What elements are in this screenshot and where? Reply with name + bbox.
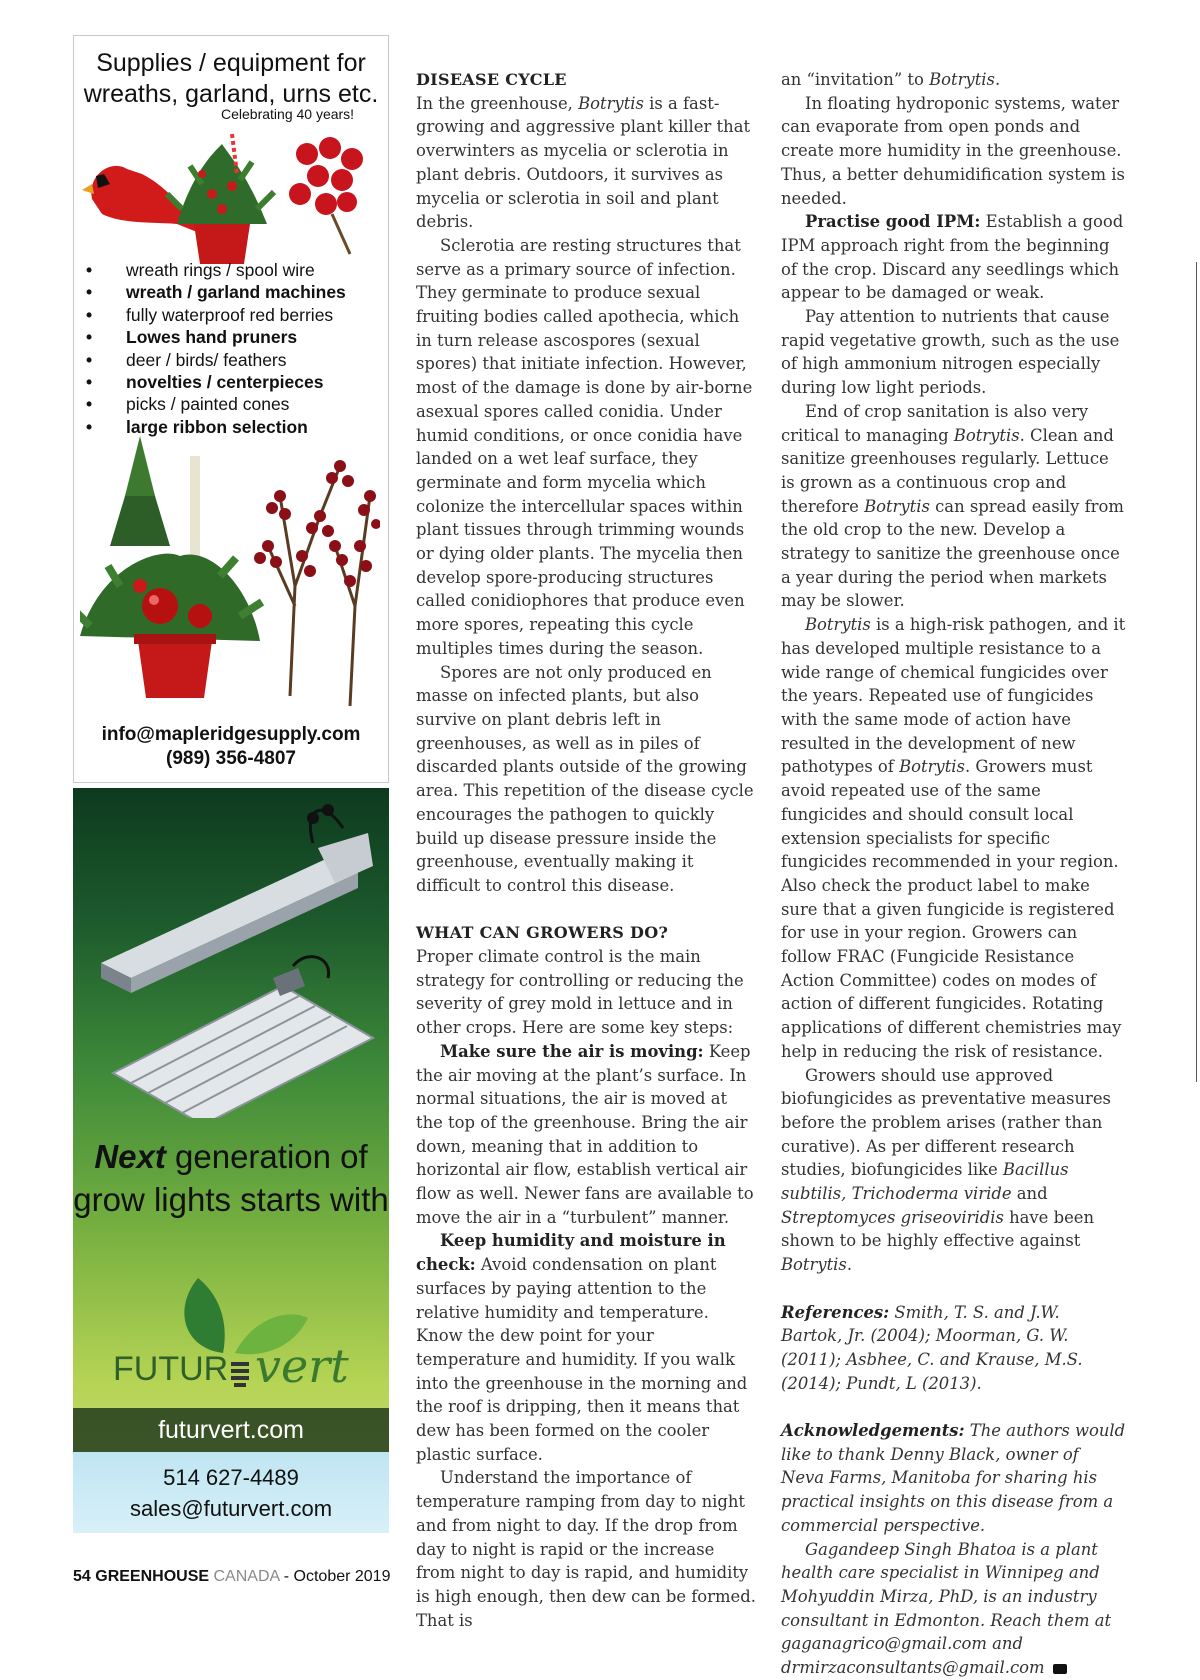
magazine-name-bold: GREENHOUSE: [95, 1568, 210, 1585]
body-paragraph: In the greenhouse, Botrytis is a fast-growing and aggressive plant killer that overwinters as mycelia or sclerotia in plant debris. Outdoors, it survives as mycelia or sclerotia in soil and plant debris.: [416, 93, 751, 232]
ad1-product-item: • large ribbon selection: [86, 416, 346, 438]
body-paragraph: Botrytis is a high-risk pathogen, and it has developed multiple resistance to a wide range of chemical fungicides over the years. Repeated use of fungicides with the same mode of action have resulted in the development of new pathotypes of Botrytis. Growers must avoid repeated use of the same fungicides and should consult local extension specialists for specific fungicides recommended in your region. Also check the product label to make sure that a given fungicide is registered for use in your region. Growers can follow FRAC (Fungicide Resistance Action Committee) codes on modes of action of different fungicides. Rotating applications of different chemistries may help in reducing the risk of resistance.: [781, 615, 1126, 1061]
paragraph-spacer: [781, 1395, 1126, 1419]
body-paragraph: Practise good IPM: Establish a good IPM approach right from the beginning of the crop. Discard any seedlings which appear to be damaged or weak.: [781, 212, 1124, 303]
references: References: Smith, T. S. and J.W. Bartok, Jr. (2004); Moorman, G. W. (2011); Asbhee, C. and Krause, M.S. (2014); Pundt, L (2013).: [781, 1302, 1083, 1393]
body-paragraph: Growers should use approved biofungicides as preventative measures before the problem arises (rather than curative). As per different research studies, biofungicides like Bacillus subtilis, Trichoderma viride and Streptomyces griseoviridis have been shown to be highly effective against Botrytis.: [781, 1065, 1111, 1275]
run-in-heading: Practise good IPM:: [805, 212, 981, 232]
acknowledgements: Acknowledgements: The authors would like to thank Denny Black, owner of Neva Farms, Manitoba for sharing his practical insights on this disease from a commercial perspective.: [781, 1421, 1126, 1535]
ad1-product-item: • wreath / garland machines: [86, 281, 346, 303]
section-heading: WHAT CAN GROWERS DO?: [416, 923, 669, 943]
magazine-name-light: CANADA: [213, 1568, 280, 1585]
author-bio: Gagandeep Singh Bhatoa is a plant health care specialist in Winnipeg and Mohyuddin Mirza, PhD, is an industry consultant in Edmonton. Reach them at gaganagrico@gmail.com and drmirzaconsultants@gmail.com GC: [781, 1539, 1112, 1678]
ad2-headline: [73, 1135, 389, 1221]
run-in-heading: Keep humidity and moisture in check:: [416, 1231, 726, 1275]
italic-term: Botrytis: [805, 615, 871, 635]
ad1-email: info@mapleridgesupply.com: [101, 724, 361, 745]
article-column-right: [781, 68, 1126, 1680]
italic-term: Botrytis: [929, 70, 995, 89]
label: References:: [781, 1302, 890, 1322]
ad-futurvert: [73, 788, 389, 1533]
end-mark-icon: GC: [1053, 1664, 1067, 1674]
cardinal-planter-illustration: [82, 114, 382, 264]
ad2-contact: [73, 1452, 389, 1533]
grow-lights-illustration: [73, 788, 389, 1118]
ad2-headline-rest: generation of grow lights starts with: [73, 1138, 389, 1218]
page-edge-rule: [1196, 262, 1197, 1082]
italic-term: Botrytis: [781, 1255, 847, 1275]
body-paragraph: Understand the importance of temperature ramping from day to night and from night to day. If the drop from day to night is rapid or the increase from night to day is rapid, and humidity is high enough, then dew can be formed. That is: [416, 1468, 756, 1630]
ad1-phone: (989) 356-4807: [166, 748, 296, 769]
logo-vert-text: vert: [255, 1339, 349, 1393]
italic-term: Streptomyces griseoviridis: [781, 1207, 1004, 1227]
page-footer: [73, 1568, 390, 1586]
body-paragraph: Pay attention to nutrients that cause rapid vegetative growth, such as the use of high ammonium nitrogen especially during low light periods.: [781, 307, 1120, 398]
ad1-product-item: • wreath rings / spool wire: [86, 259, 346, 281]
body-paragraph: an “invitation” to Botrytis.: [781, 70, 1001, 89]
logo-futur-text: FUTUR: [113, 1350, 229, 1388]
ad2-phone: 514 627-4489: [163, 1465, 299, 1490]
body-paragraph: Proper climate control is the main strategy for controlling or reducing the severity of grey mold in lettuce and in other crops. Here are some key steps:: [416, 947, 744, 1038]
ad1-subtitle: Celebrating 40 years!: [221, 106, 355, 122]
italic-term: Botrytis: [953, 425, 1020, 445]
ad1-product-item: • novelties / centerpieces: [86, 371, 346, 393]
body-paragraph: Sclerotia are resting structures that serve as a primary source of infection. They germinate to produce sexual fruiting bodies called apothecia, which in turn release ascospores (sexual spores) that initiate infection. However, most of the damage is done by air-borne asexual spores called conidia. Under humid conditions, or once conidia have landed on a wet leaf surface, they germinate and form mycelia which colonize the intercellular spaces within plant tissues through trimming wounds or dying older plants. The mycelia then develop spore-producing structures called conidiophores that produce even more spores, repeating this cycle multiples times during the season.: [416, 235, 753, 658]
run-in-heading: Make sure the air is moving:: [440, 1041, 704, 1061]
body-paragraph: End of crop sanitation is also very critical to managing Botrytis. Clean and sanitize greenhouses regularly. Lettuce is grown as a continuous crop and therefore Botrytis can spread easily from the old crop to the new. Develop a strategy to sanitize the greenhouse once a year during the period when markets may be slower.: [781, 401, 1124, 611]
italic-term: Botrytis: [578, 93, 644, 113]
ad1-product-list: [86, 259, 346, 438]
ad2-headline-emphasis: Next: [94, 1138, 166, 1175]
ad1-product-item: • fully waterproof red berries: [86, 304, 346, 326]
urn-and-berry-picks-illustration: [80, 436, 380, 726]
body-paragraph: Make sure the air is moving: Keep the air moving at the plant’s surface. In normal situations, the air is moved at the top of the greenhouse. Bring the air down, meaning that in addition to horizontal air flow, establish vertical air flow as well. Newer fans are available to move the air in a “turbulent” manner.: [416, 1041, 754, 1227]
paragraph-spacer: [416, 898, 758, 922]
body-paragraph: Spores are not only produced en masse on infected plants, but also survive on plant debris left in greenhouses, as well as in piles of discarded plants outside of the growing area. This repetition of the disease cycle encourages the pathogen to quickly build up disease pressure inside the greenhouse, eventually making it difficult to control this disease.: [416, 662, 754, 895]
ad2-email: sales@futurvert.com: [129, 1496, 333, 1521]
article-column-middle: [416, 68, 758, 1632]
italic-term: Botrytis: [899, 757, 965, 777]
ad1-product-item: • Lowes hand pruners: [86, 326, 346, 348]
body-paragraph: In floating hydroponic systems, water can evaporate from open ponds and create more humidity in the greenhouse. Thus, a better dehumidification system is needed.: [781, 93, 1125, 208]
ad1-product-item: • deer / birds/ feathers: [86, 349, 346, 371]
italic-term: Botrytis: [864, 496, 930, 516]
issue-date: - October 2019: [283, 1568, 391, 1585]
ad2-url: futurvert.com: [73, 1408, 389, 1452]
label: Acknowledgements:: [781, 1421, 965, 1441]
body-paragraph: Keep humidity and moisture in check: Avoid condensation on plant surfaces by paying attention to the relative humidity and temperature. Know the dew point for your temperature and humidity. If you walk into the greenhouse in the morning and the roof is dripping, then it means that dew has been formed on the cooler plastic surface.: [416, 1231, 748, 1464]
ad1-title: Supplies / equipment for wreaths, garland, urns etc.: [83, 49, 379, 108]
paragraph-spacer: [781, 1277, 1126, 1301]
ad-maple-ridge-supply: [73, 35, 389, 783]
futurvert-logo: [103, 1258, 363, 1398]
ad1-product-item: • picks / painted cones: [86, 393, 346, 415]
section-heading: DISEASE CYCLE: [416, 70, 567, 89]
italic-term: Bacillus subtilis, Trichoderma viride: [781, 1160, 1069, 1204]
page-number: 54: [73, 1568, 91, 1585]
